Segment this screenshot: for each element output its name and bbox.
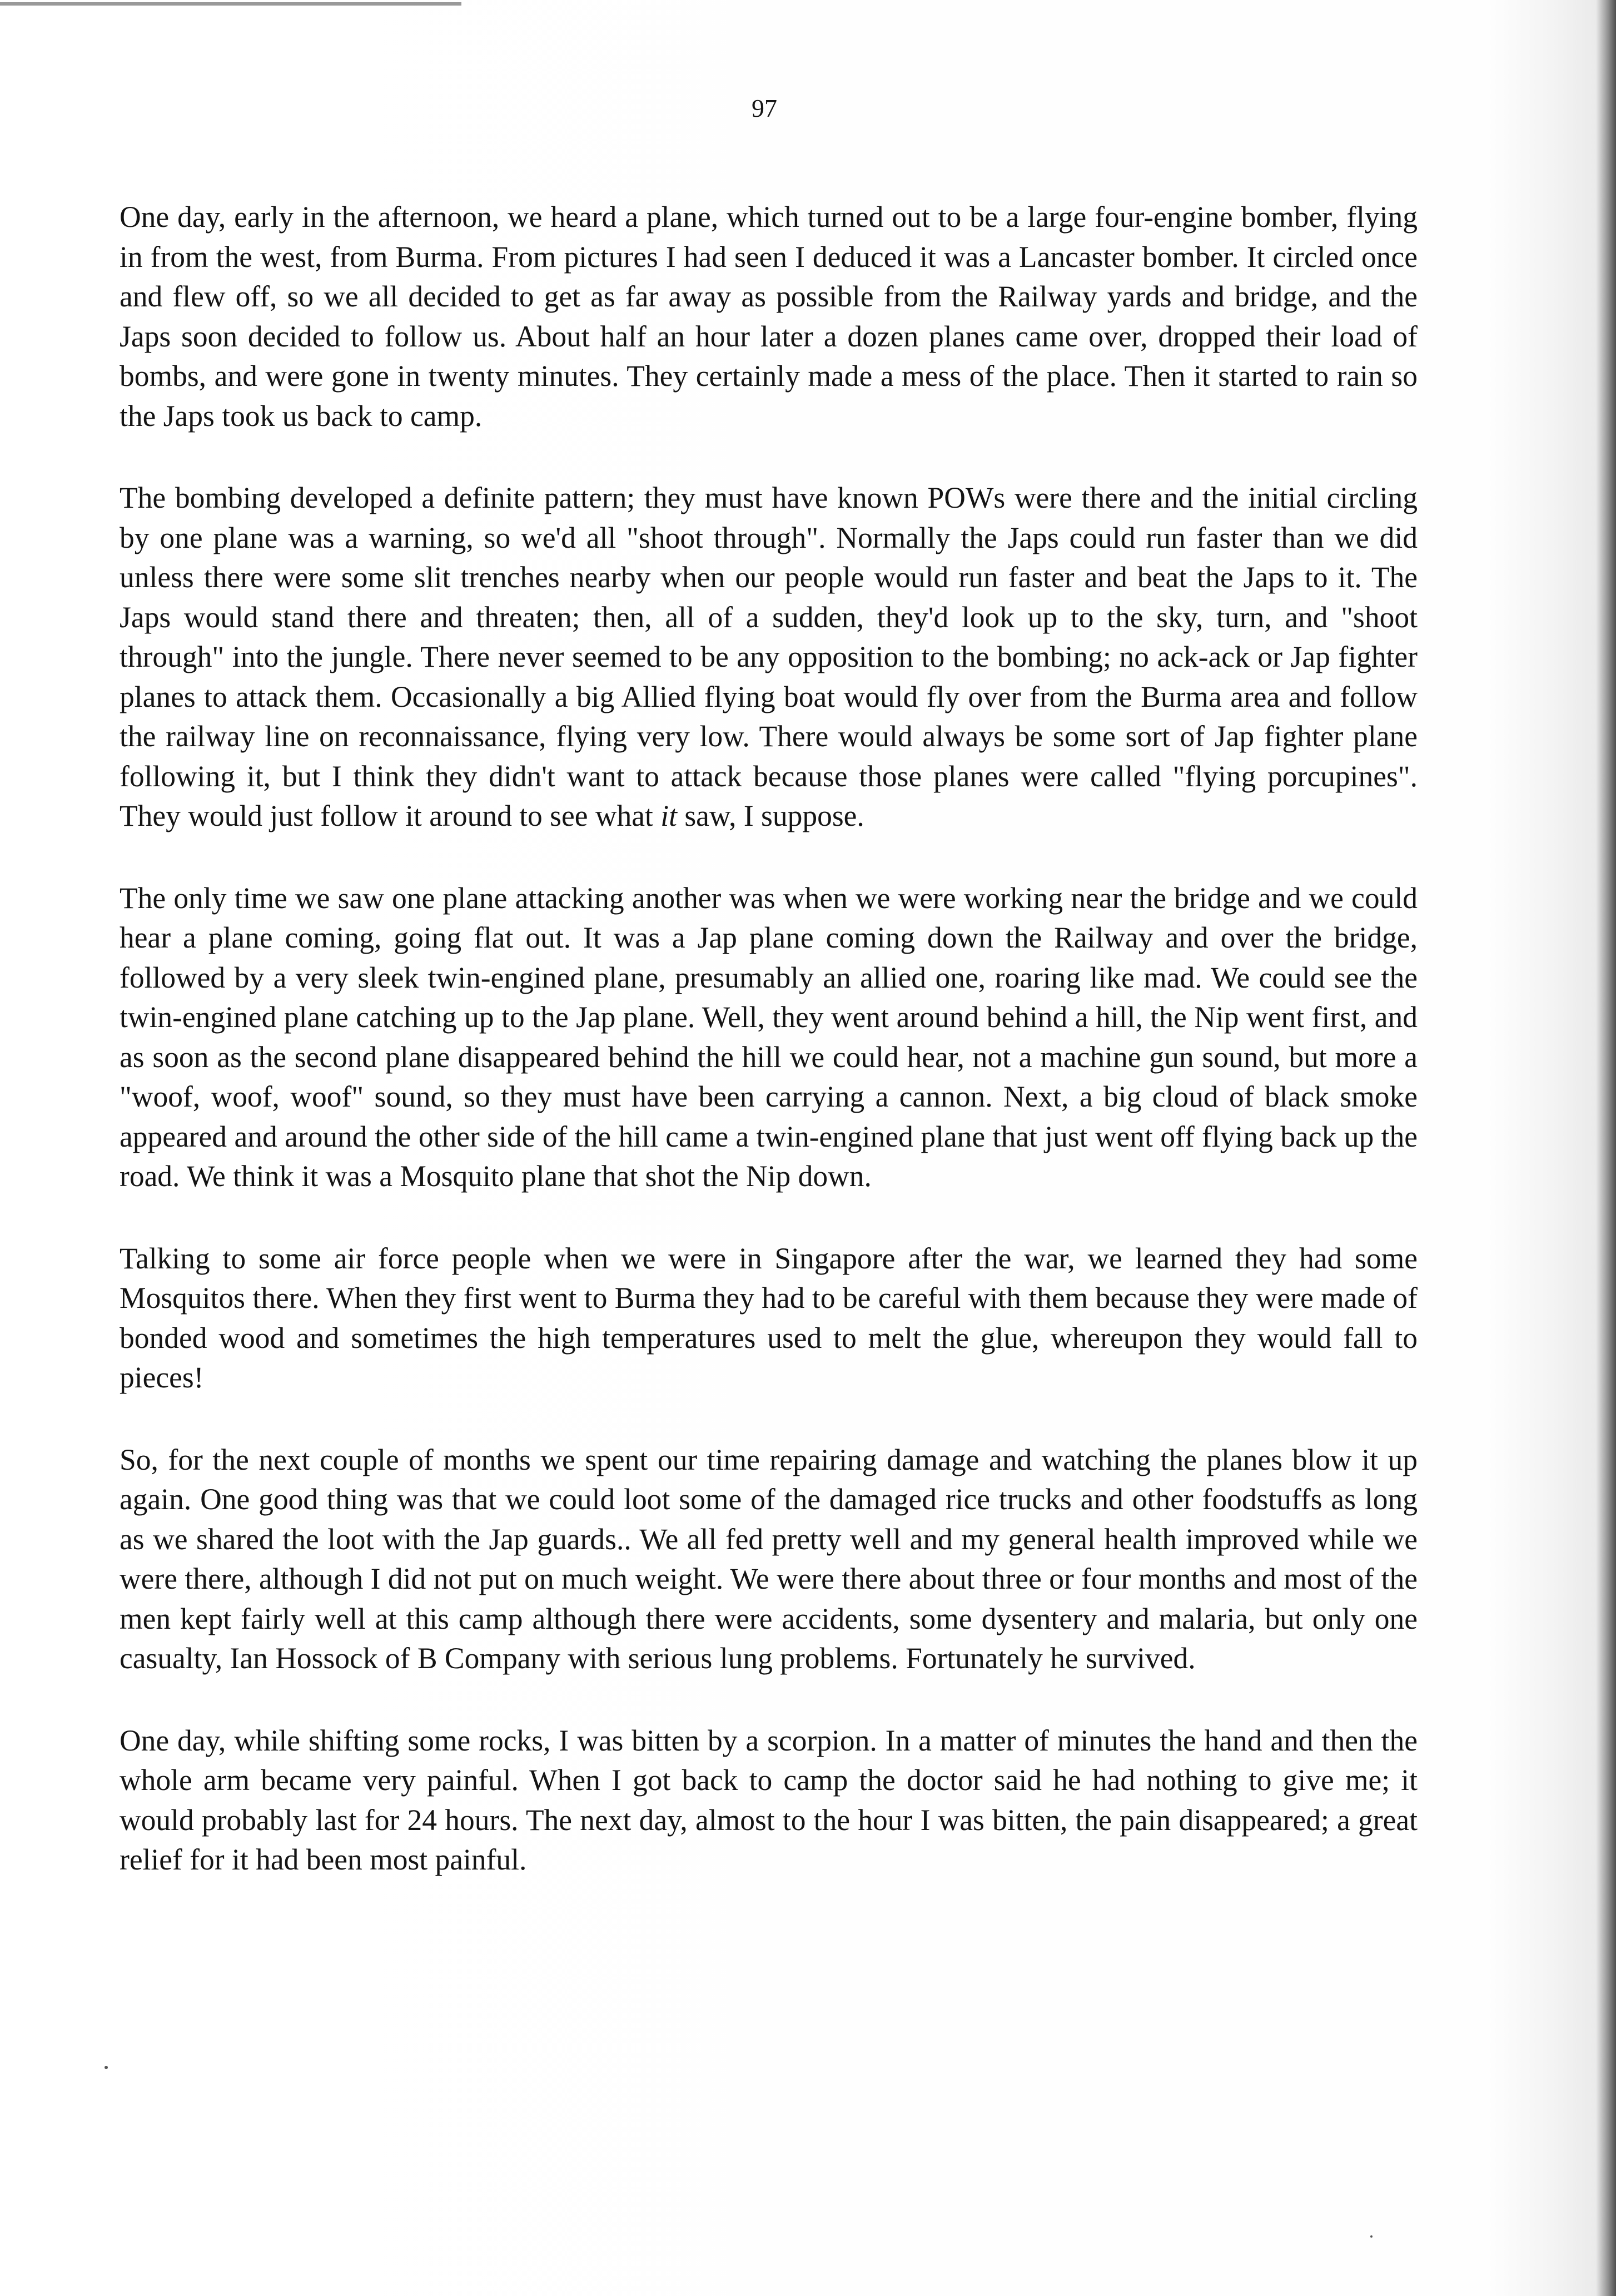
page-edge-shadow [1596, 0, 1616, 2296]
paragraph-mosquitos: Talking to some air force people when we were in Singapore after the war, we learned they had some Mosquitos there. When they first went to Burma they had to be careful with them because they were made of bonded wood and sometimes the high temperatures used to melt the glue, whereupon they would fall to pieces! [120, 1241, 1418, 1394]
scan-speck [105, 2066, 108, 2069]
top-edge-rule [0, 2, 461, 6]
body-text [120, 197, 1418, 1922]
scan-speck [1370, 2235, 1373, 2238]
paragraph-dogfight: The only time we saw one plane attacking another was when we were working near the bridge and we could hear a plane coming, going flat out. It was a Jap plane coming down the Railway and over the bridge, followed by a very sleek twin-engined plane, presumably an allied one, roaring like mad. We could see the twin-engined plane catching up to the Jap plane. Well, they went around behind a hill, the Nip went first, and as soon as the second plane disappeared behind the hill we could hear, not a machine gun sound, but more a "woof, woof, woof" sound, so they must have been carrying a cannon. Next, a big cloud of black smoke appeared and around the other side of the hill came a twin-engined plane that just went off flying back up the road. We think it was a Mosquito plane that shot the Nip down. [120, 881, 1418, 1193]
italic-word: it [660, 799, 677, 832]
paragraph-bombing-pattern-text: The bombing developed a definite pattern; they must have known POWs were there and the initial circling by one plane was a warning, so we'd all "shoot through". Normally the Japs could run faster than we did unless there were some slit trenches nearby when our people would run faster and beat the Japs to it. The Japs would stand there and threaten; then, all of a sudden, they'd look up to the sky, turn, and "shoot through" into the jungle. There never seemed to be any opposition to the bombing; no ack-ack or Jap fighter planes to attack them. Occasionally a big Allied flying boat would fly over from the Burma area and follow the railway line on reconnaissance, flying very low. There would always be some sort of Jap fighter plane following it, but I think they didn't want to attack because those planes were called "flying porcupines". They would just follow it around to see what [120, 481, 1418, 832]
paragraph-scorpion: One day, while shifting some rocks, I was bitten by a scorpion. In a matter of minutes the hand and then the whole arm became very painful. When I got back to camp the doctor said he had nothing to give me; it would probably last for 24 hours. The next day, almost to the hour I was bitten, the pain disappeared; a great relief for it had been most painful. [120, 1723, 1418, 1876]
paragraph-repairing-damage: So, for the next couple of months we spent our time repairing damage and watching the planes blow it up again. One good thing was that we could loot some of the damaged rice trucks and other foodstuffs as long as we shared the loot with the Jap guards.. We all fed pretty well and my general health improved while we were there, although I did not put on much weight. We were there about three or four months and most of the men kept fairly well at this camp although there were accidents, some dysentery and malaria, but only one casualty, Ian Hossock of B Company with serious lung problems. Fortunately he survived. [120, 1442, 1418, 1675]
paragraph-bombing-lancaster: One day, early in the afternoon, we heard a plane, which turned out to be a large four-engine bomber, flying in from the west, from Burma. From pictures I had seen I deduced it was a Lancaster bomber. It circled once and flew off, so we all decided to get as far away as possible from the Railway yards and bridge, and the Japs soon decided to follow us. About half an hour later a dozen planes came over, dropped their load of bombs, and were gone in twenty minutes. They certainly made a mess of the place. Then it started to rain so the Japs took us back to camp. [120, 200, 1418, 433]
paragraph-bombing-pattern [120, 478, 1418, 836]
page-number: 97 [752, 94, 777, 122]
paragraph-bombing-pattern-end: saw, I suppose. [677, 799, 864, 832]
